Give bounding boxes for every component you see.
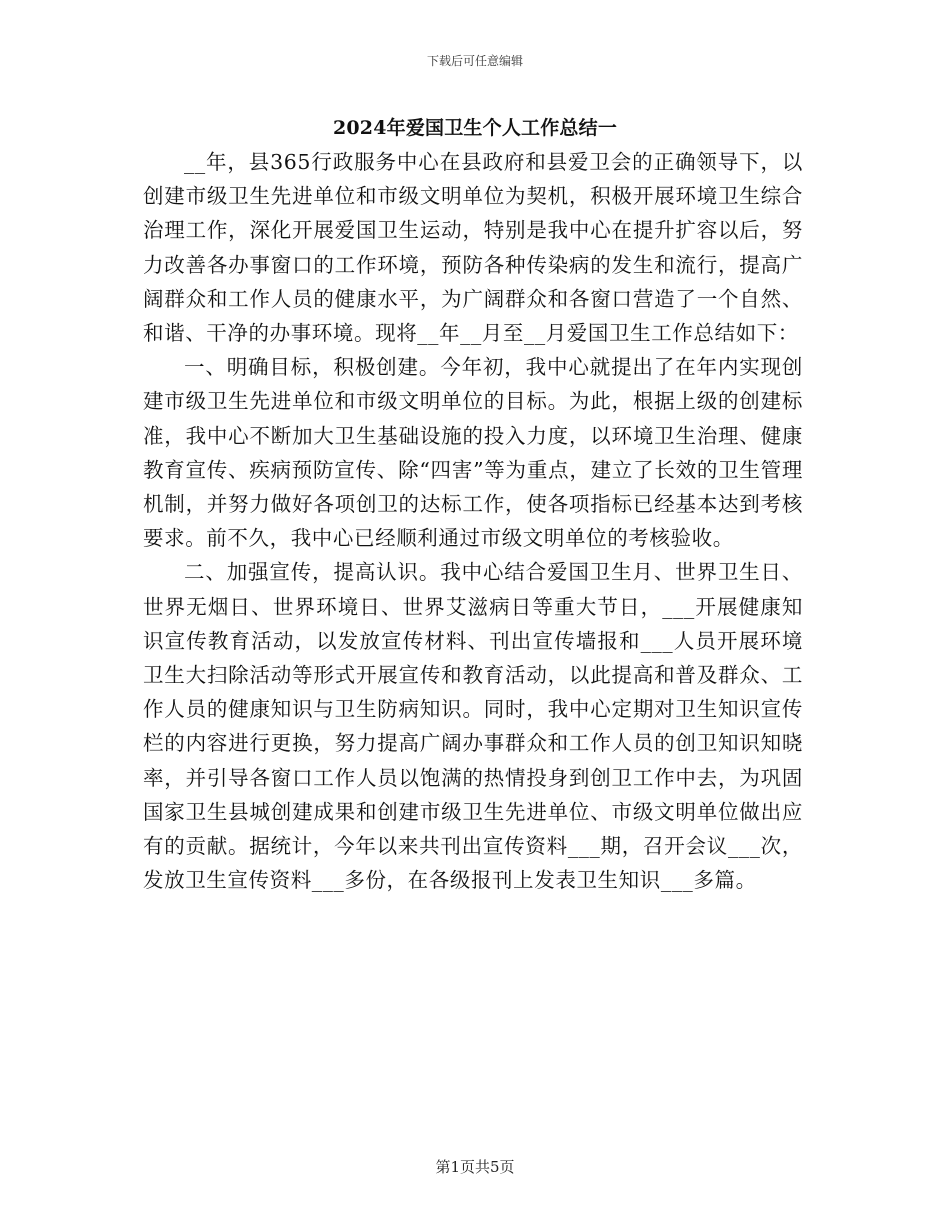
page-footer: 第1页共5页: [435, 1158, 515, 1176]
paragraph-section-2: 二、加强宣传，提高认识。我中心结合爱国卫生月、世界卫生日、世界无烟日、世界环境日、世界艾滋病日等重大节日，___开展健康知识宣传教育活动，以发放宣传材料、刊出宣传墙报和___人员开展环境卫生大扫除活动等形式开展宣传和教育活动，以此提高和普及群众、工作人员的健康知识与卫生防病知识。同时，我中心定期对卫生知识宣传栏的内容进行更换，努力提高广阔办事群众和工作人员的创卫知识知晓率，并引导各窗口工作人员以饱满的热情投身到创卫工作中去，为巩固国家卫生县城创建成果和创建市级卫生先进单位、市级文明单位做出应有的贡献。据统计，今年以来共刊出宣传资料___期，召开会议___次，发放卫生宣传资料___多份，在各级报刊上发表卫生知识___多篇。: [143, 560, 803, 893]
document-body: [143, 145, 803, 897]
paragraph-intro: __年，县365行政服务中心在县政府和县爱卫会的正确领导下，以创建市级卫生先进单位和市级文明单位为契机，积极开展环境卫生综合治理工作，深化开展爱国卫生运动，特别是我中心在提升扩容以后，努力改善各办事窗口的工作环境，预防各种传染病的发生和流行，提高广阔群众和工作人员的健康水平，为广阔群众和各窗口营造了一个自然、和谐、干净的办事环境。现将__年__月至__月爱国卫生工作总结如下：: [143, 150, 803, 346]
document-title: 2024年爱国卫生个人工作总结一: [332, 117, 618, 139]
page-header: 下载后可任意编辑: [426, 54, 523, 68]
paragraph-section-1: 一、明确目标，积极创建。今年初，我中心就提出了在年内实现创建市级卫生先进单位和市级文明单位的目标。为此，根据上级的创建标准，我中心不断加大卫生基础设施的投入力度，以环境卫生治理、健康教育宣传、疾病预防宣传、除“四害”等为重点，建立了长效的卫生管理机制，并努力做好各项创卫的达标工作，使各项指标已经基本达到考核要求。前不久，我中心已经顺利通过市级文明单位的考核验收。: [143, 355, 803, 551]
